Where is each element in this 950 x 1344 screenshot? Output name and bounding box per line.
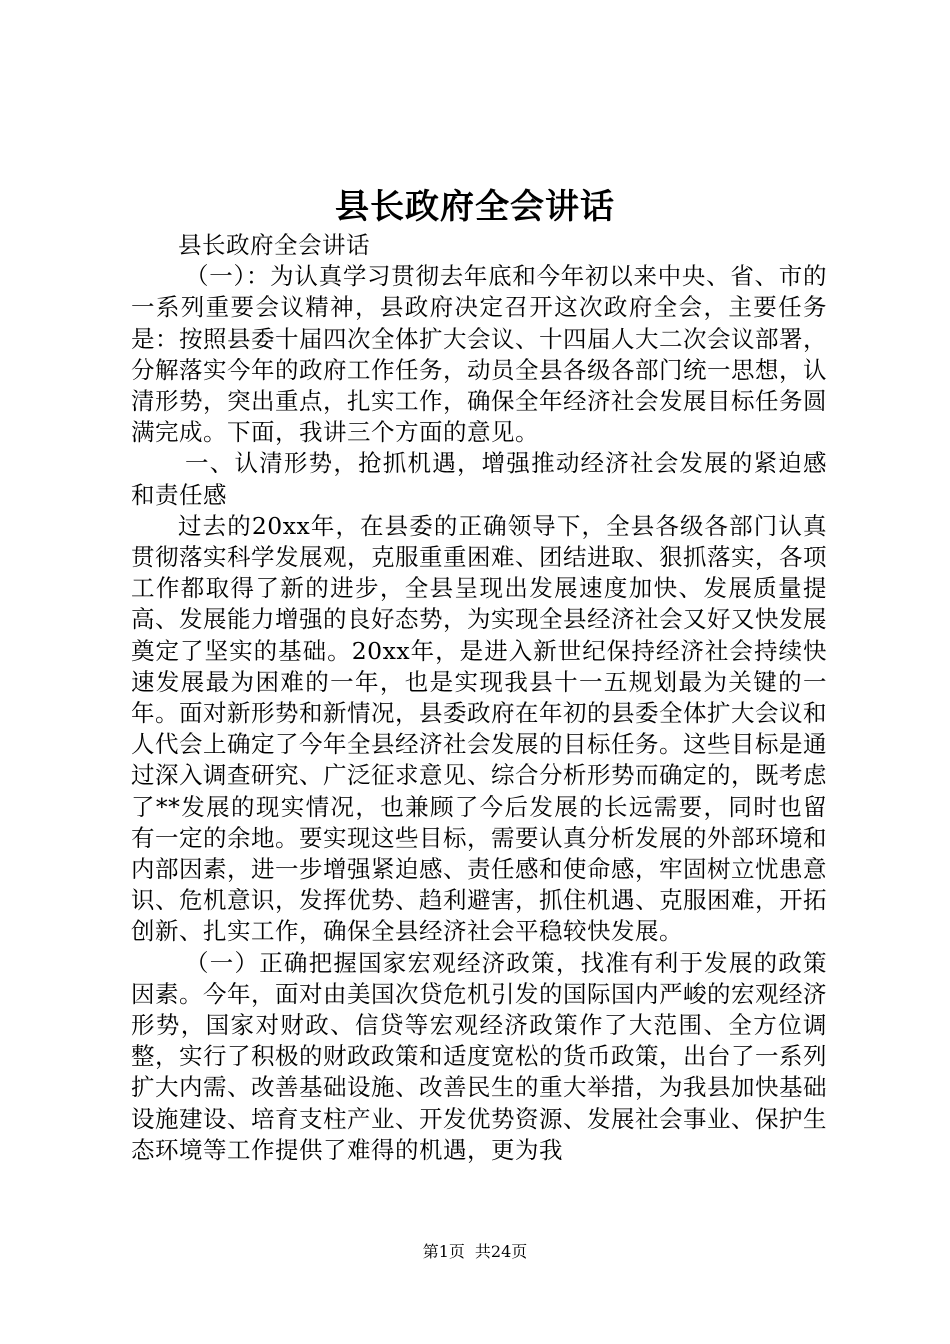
paragraph-heading: 县长政府全会讲话 — [178, 231, 370, 259]
document-title: 县长政府全会讲话 — [335, 187, 615, 227]
paragraph-review: 过去的20xx年，在县委的正确领导下，全县各级各部门认真贯彻落实科学发展观，克服重重困难、团结进取、狠抓落实，各项工作都取得了新的进步，全县呈现出发展速度加快、发展质量提高、发展能力增强的良好态势，为实现全县经济社会又好又快发展奠定了坚实的基础。20xx年，是进入新世纪保持经济社会持续快速发展最为困难的一年，也是实现我县十一五规划最为关键的一年。面对新形势和新情况，县委政府在年初的县委全体扩大会议和人代会上确定了今年全县经济社会发展的目标任务。这些目标是通过深入调查研究、广泛征求意见、综合分析形势而确定的，既考虑了**发展的现实情况，也兼顾了今后发展的长远需要，同时也留有一定的余地。要实现这些目标，需要认真分析发展的外部环境和内部因素，进一步增强紧迫感、责任感和使命感，牢固树立忧患意识、危机意识，发挥优势、趋利避害，抓住机遇、克服困难，开拓创新、扎实工作，确保全县经济社会平稳较快发展。 — [131, 511, 827, 946]
page-footer — [0, 1240, 950, 1264]
paragraph-section-heading: 一、认清形势，抢抓机遇，增强推动经济社会发展的紧迫感和责任感 — [131, 449, 827, 509]
document-body — [131, 230, 827, 1166]
page-number: 第1页 — [422, 1242, 465, 1261]
page-total: 共24页 — [474, 1242, 528, 1261]
paragraph-intro: （一）：为认真学习贯彻去年底和今年初以来中央、省、市的一系列重要会议精神，县政府决定召开这次政府全会，主要任务是：按照县委十届四次全体扩大会议、十四届人大二次会议部署，分解落实今年的政府工作任务，动员全县各级各部门统一思想，认清形势，突出重点，扎实工作，确保全年经济社会发展目标任务圆满完成。下面，我讲三个方面的意见。 — [131, 262, 827, 447]
paragraph-policy: （一）正确把握国家宏观经济政策，找准有利于发展的政策因素。今年，面对由美国次贷危机引发的国际国内严峻的宏观经济形势，国家对财政、信贷等宏观经济政策作了大范围、全方位调整，实行了积极的财政政策和适度宽松的货币政策，出台了一系列扩大内需、改善基础设施、改善民生的重大举措，为我县加快基础设施建设、培育支柱产业、开发优势资源、发展社会事业、保护生态环境等工作提供了难得的机遇，更为我 — [131, 948, 827, 1164]
